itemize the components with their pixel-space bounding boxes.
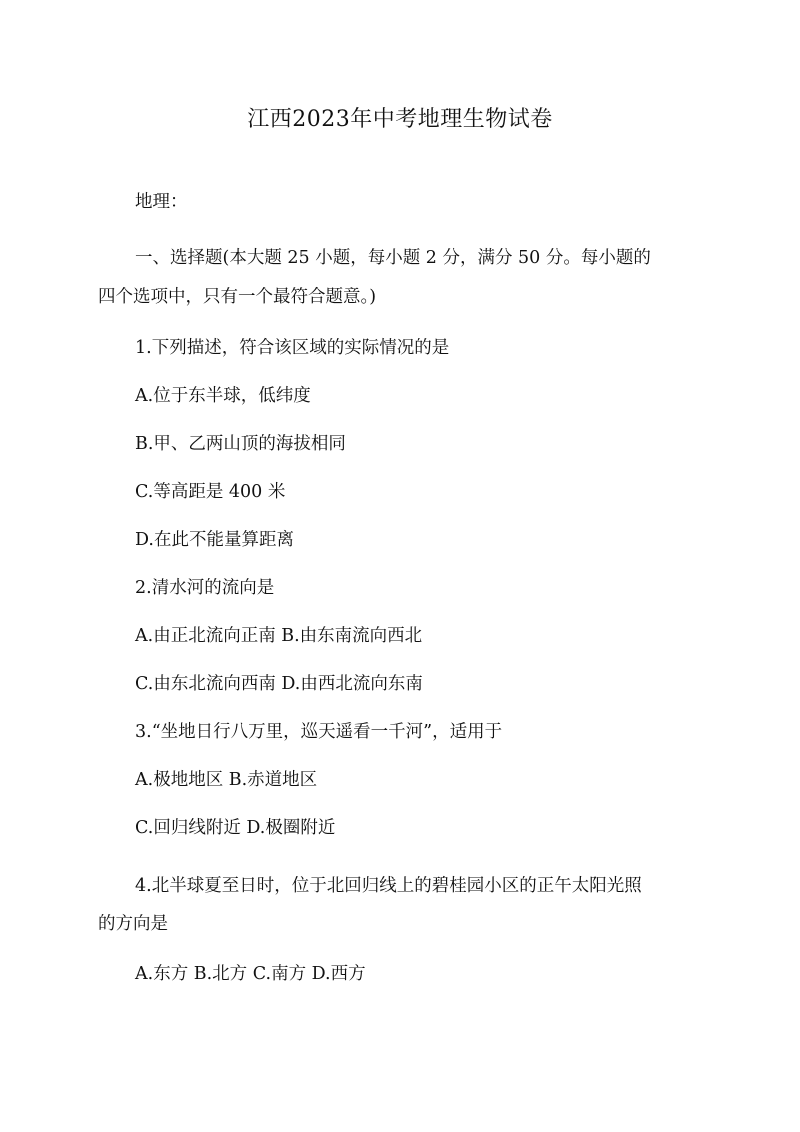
instructions-line-1: 一、选择题(本大题 25 小题，每小题 2 分，满分 50 分。每小题的 [135, 248, 651, 268]
question-1-option-a: A.位于东半球，低纬度 [135, 386, 311, 406]
question-4-stem-line-1: 4.北半球夏至日时，位于北回归线上的碧桂园小区的正午太阳光照 [135, 876, 642, 896]
question-3-options-ab: A.极地地区 B.赤道地区 [135, 770, 318, 790]
question-2-options-cd: C.由东北流向西南 D.由西北流向东南 [135, 674, 423, 694]
question-2-options-ab: A.由正北流向正南 B.由东南流向西北 [135, 626, 423, 646]
question-1-option-c: C.等高距是 400 米 [135, 482, 286, 502]
question-1-option-b: B.甲、乙两山顶的海拔相同 [135, 434, 346, 454]
question-1-option-d: D.在此不能量算距离 [135, 530, 294, 550]
question-3-stem: 3.“坐地日行八万里，巡天遥看一千河”，适用于 [135, 722, 503, 742]
question-4-stem-line-2: 的方向是 [98, 914, 168, 934]
page-title: 江西2023年中考地理生物试卷 [247, 107, 553, 132]
question-4-options: A.东方 B.北方 C.南方 D.西方 [135, 964, 366, 984]
instructions-line-2: 四个选项中，只有一个最符合题意。) [98, 287, 377, 307]
question-1-stem: 1.下列描述，符合该区域的实际情况的是 [135, 338, 450, 358]
question-2-stem: 2.清水河的流向是 [135, 578, 275, 598]
section-heading: 地理： [135, 192, 188, 212]
question-3-options-cd: C.回归线附近 D.极圈附近 [135, 818, 336, 838]
